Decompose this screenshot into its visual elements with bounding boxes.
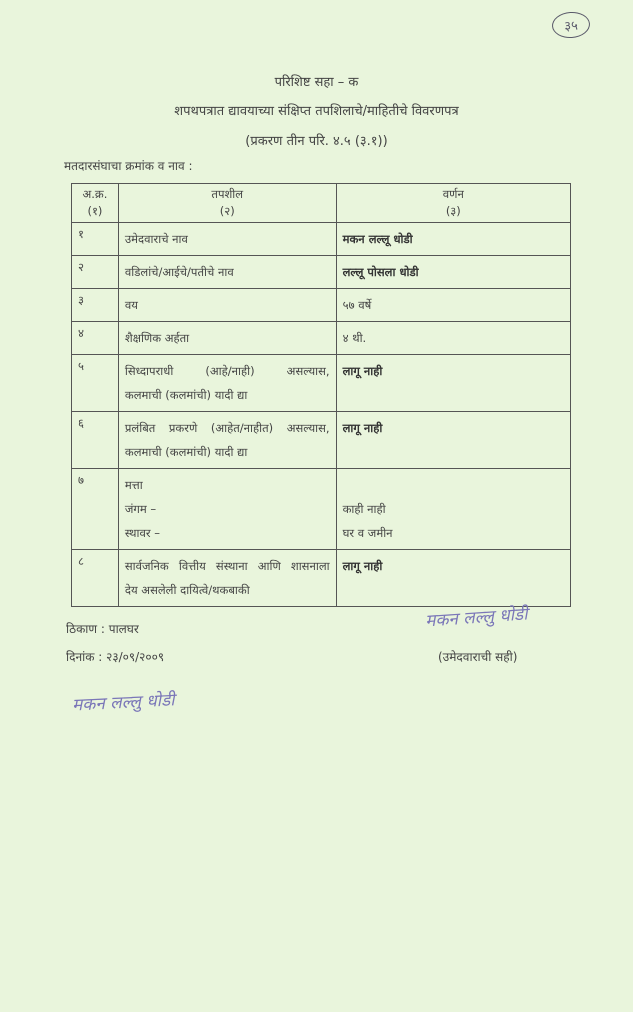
detail-line: मत्ता bbox=[124, 478, 143, 492]
table-row bbox=[72, 412, 571, 469]
header-detail-label: तपशील bbox=[211, 187, 244, 201]
value-line: लल्लू पोसला धोडी bbox=[342, 265, 419, 279]
detail-line: उमेदवाराचे नाव bbox=[124, 232, 188, 246]
row-serial: ६ bbox=[72, 412, 119, 469]
row-value bbox=[336, 289, 570, 322]
row-value bbox=[336, 322, 570, 355]
value-line: लागू नाही bbox=[342, 364, 383, 378]
row-detail bbox=[118, 256, 336, 289]
signature-caption: (उमेदवाराची सही) bbox=[438, 650, 518, 664]
detail-line: सार्वजनिक वित्तीय संस्थाना आणि शासनाला bbox=[124, 559, 330, 573]
row-detail bbox=[118, 289, 336, 322]
page-number-circle bbox=[551, 11, 591, 40]
value-line: घर व जमीन bbox=[342, 526, 393, 540]
candidate-signature-secondary: मकन लल्लु धोडी bbox=[71, 690, 176, 716]
row-serial: ४ bbox=[72, 322, 119, 355]
header-serial-label: अ.क्र. bbox=[82, 187, 108, 201]
table-row bbox=[72, 256, 571, 289]
value-line: ४ थी. bbox=[342, 331, 367, 345]
page-number: ३५ bbox=[563, 18, 579, 35]
header-description-label: वर्णन bbox=[442, 187, 464, 201]
row-value bbox=[336, 550, 570, 607]
row-detail bbox=[118, 412, 336, 469]
candidate-signature: मकन लल्लु धोडी bbox=[424, 604, 529, 632]
row-value bbox=[336, 223, 570, 256]
row-detail bbox=[118, 223, 336, 256]
table-header-row bbox=[72, 184, 571, 223]
header-description bbox=[336, 184, 570, 223]
value-line: मकन लल्लू धोडी bbox=[342, 232, 413, 246]
table-row bbox=[72, 322, 571, 355]
value-line: लागू नाही bbox=[342, 421, 383, 435]
detail-line: शैक्षणिक अर्हता bbox=[124, 331, 190, 345]
header-detail-num: (२) bbox=[219, 204, 235, 218]
row-serial: ८ bbox=[72, 550, 119, 607]
header-serial-num: (१) bbox=[87, 204, 103, 218]
chapter-reference: (प्रकरण तीन परि. ४.५ (३.१)) bbox=[245, 134, 388, 149]
row-detail bbox=[118, 469, 336, 550]
row-serial: १ bbox=[72, 223, 119, 256]
row-serial: ५ bbox=[72, 355, 119, 412]
place-line: ठिकाण : पालघर bbox=[66, 622, 139, 636]
date-line: दिनांक : २३/०९/२००९ bbox=[66, 650, 165, 664]
value-line: लागू नाही bbox=[342, 559, 383, 573]
detail-line: जंगम – bbox=[124, 502, 157, 516]
table-row bbox=[72, 223, 571, 256]
value-line bbox=[343, 473, 564, 497]
detail-line: प्रलंबित प्रकरणे (आहेत/नाहीत) असल्यास, bbox=[124, 421, 330, 435]
row-serial: २ bbox=[72, 256, 119, 289]
detail-line: वय bbox=[124, 298, 138, 312]
detail-line: देय असलेली दायित्वे/थकबाकी bbox=[124, 583, 250, 597]
header-detail bbox=[118, 184, 336, 223]
affidavit-summary-table bbox=[71, 183, 571, 607]
value-line: काही नाही bbox=[342, 502, 386, 516]
detail-line: स्थावर – bbox=[124, 526, 160, 540]
document-title: शपथपत्रात द्यावयाच्या संक्षिप्त तपशिलाचे/माहितीचे विवरणपत्र bbox=[174, 104, 459, 119]
value-line: ५७ वर्षे bbox=[342, 298, 372, 312]
row-detail bbox=[118, 550, 336, 607]
detail-line: कलमाची (कलमांची) यादी द्या bbox=[124, 445, 248, 459]
row-value bbox=[336, 412, 570, 469]
header-serial bbox=[72, 184, 119, 223]
detail-line: कलमाची (कलमांची) यादी द्या bbox=[124, 388, 248, 402]
constituency-label: मतदारसंघाचा क्रमांक व नाव : bbox=[64, 159, 193, 173]
appendix-title: परिशिष्ट सहा – क bbox=[274, 75, 359, 90]
row-serial: ७ bbox=[72, 469, 119, 550]
row-serial: ३ bbox=[72, 289, 119, 322]
table-row bbox=[72, 550, 571, 607]
detail-line: सिध्दापराधी (आहे/नाही) असल्यास, bbox=[124, 364, 330, 378]
row-value bbox=[336, 469, 570, 550]
header-description-num: (३) bbox=[445, 204, 461, 218]
row-value bbox=[336, 256, 570, 289]
table-row bbox=[72, 355, 571, 412]
row-detail bbox=[118, 355, 336, 412]
table-row bbox=[72, 289, 571, 322]
row-value bbox=[336, 355, 570, 412]
row-detail bbox=[118, 322, 336, 355]
detail-line: वडिलांचे/आईचे/पतीचे नाव bbox=[124, 265, 234, 279]
table-row bbox=[72, 469, 571, 550]
